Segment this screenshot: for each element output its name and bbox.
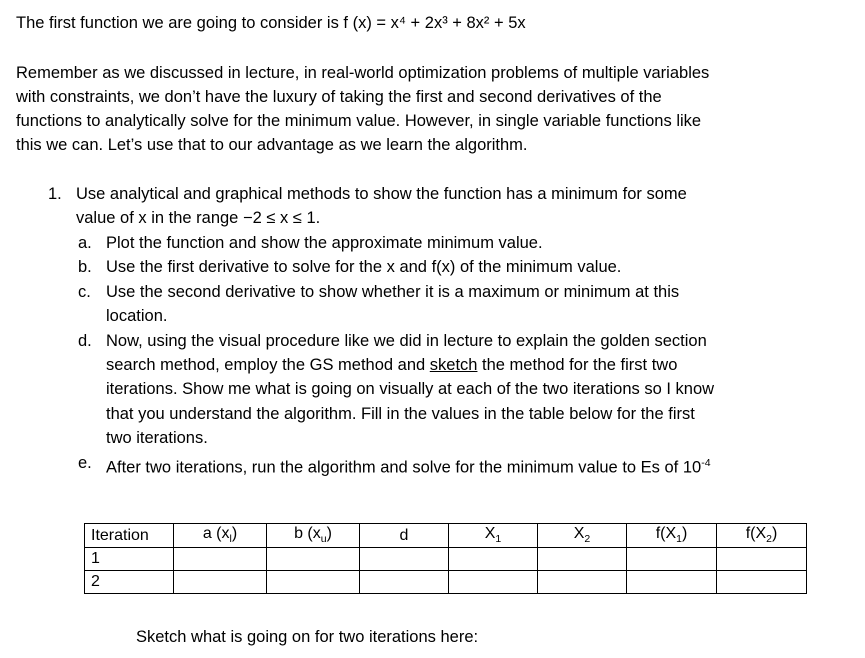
item-e-exponent: -4 bbox=[701, 457, 711, 469]
sketch-link[interactable]: sketch bbox=[429, 356, 478, 374]
header-a: a $(x_l)$ bbox=[174, 524, 267, 548]
paragraph-line-2: with constraints, we don’t have the luxury of taking the first and second derivatives of the bbox=[16, 88, 662, 106]
golden-section-table bbox=[84, 523, 807, 594]
item-d-line-1: Now, using the visual procedure like we did in lecture to explain the golden section bbox=[106, 332, 707, 350]
row-1-b-cell[interactable] bbox=[267, 548, 360, 571]
paragraph-line-3: functions to analytically solve for the minimum value. However, in single variable functions like bbox=[16, 112, 702, 130]
row-2-d-cell[interactable] bbox=[360, 571, 449, 594]
item-d-line-5: two iterations. bbox=[106, 429, 208, 447]
paragraph-line-4: this we can. Let’s use that to our advantage as we learn the algorithm. bbox=[16, 136, 528, 154]
item-e-main: After two iterations, run the algorithm and solve for the minimum value to Es of 10 bbox=[106, 458, 702, 477]
row-1-fx1-cell[interactable] bbox=[627, 548, 717, 571]
header-iteration: Iteration bbox=[85, 524, 174, 548]
item-d-line-3: iterations. Show me what is going on visually at each of the two iterations so I know bbox=[106, 380, 715, 398]
item-d-line-2-pre: search method, employ the GS method and bbox=[106, 356, 430, 374]
item-c-line-1: Use the second derivative to show whether it is a maximum or minimum at this bbox=[106, 283, 680, 301]
row-1-x2-cell[interactable] bbox=[538, 548, 627, 571]
item-c-marker: c. bbox=[78, 283, 91, 301]
row-1-x1-cell[interactable] bbox=[449, 548, 538, 571]
row-1-iteration: 1 bbox=[85, 548, 174, 571]
header-x1: $X_1$ bbox=[449, 524, 538, 548]
header-x2: $X_2$ bbox=[538, 524, 627, 548]
header-fx1: $f(X_1)$ bbox=[627, 524, 717, 548]
row-1-fx2-cell[interactable] bbox=[717, 548, 807, 571]
item-d-marker: d. bbox=[78, 332, 92, 350]
item-c-line-2: location. bbox=[106, 307, 168, 325]
sketch-prompt: Sketch what is going on for two iterations here: bbox=[136, 628, 479, 646]
function-statement: The first function we are going to consider is f (x) = x⁴ + 2x³ + 8x² + 5x bbox=[16, 14, 526, 32]
question-number: 1. bbox=[48, 185, 62, 203]
row-2-x2-cell[interactable] bbox=[538, 571, 627, 594]
row-2-x1-cell[interactable] bbox=[449, 571, 538, 594]
header-fx2: $f(X_2)$ bbox=[717, 524, 807, 548]
item-d-line-2 bbox=[106, 354, 677, 376]
row-2-iteration: 2 bbox=[85, 571, 174, 594]
row-2-b-cell[interactable] bbox=[267, 571, 360, 594]
table-row bbox=[85, 548, 807, 571]
row-1-a-cell[interactable] bbox=[174, 548, 267, 571]
row-2-a-cell[interactable] bbox=[174, 571, 267, 594]
item-b-text: Use the first derivative to solve for the x and f(x) of the minimum value. bbox=[106, 258, 622, 276]
item-e-marker: e. bbox=[78, 454, 92, 472]
row-2-fx1-cell[interactable] bbox=[627, 571, 717, 594]
paragraph-line-1: Remember as we discussed in lecture, in real-world optimization problems of multiple variables bbox=[16, 64, 710, 82]
row-1-d-cell[interactable] bbox=[360, 548, 449, 571]
question-line-1: Use analytical and graphical methods to show the function has a minimum for some bbox=[76, 185, 687, 203]
question-line-2: value of x in the range −2 ≤ x ≤ 1. bbox=[76, 209, 321, 227]
item-e-text bbox=[106, 452, 711, 479]
table-row bbox=[85, 571, 807, 594]
item-d-line-2-post: the method for the first two bbox=[477, 356, 678, 374]
header-b: b $(x_u)$ bbox=[267, 524, 360, 548]
item-b-marker: b. bbox=[78, 258, 92, 276]
row-2-fx2-cell[interactable] bbox=[717, 571, 807, 594]
item-a-marker: a. bbox=[78, 234, 92, 252]
item-d-line-4: that you understand the algorithm. Fill in the values in the table below for the first bbox=[106, 405, 695, 423]
table-header-row bbox=[85, 524, 807, 548]
header-d: d bbox=[360, 524, 449, 548]
item-a-text: Plot the function and show the approximate minimum value. bbox=[106, 234, 543, 252]
